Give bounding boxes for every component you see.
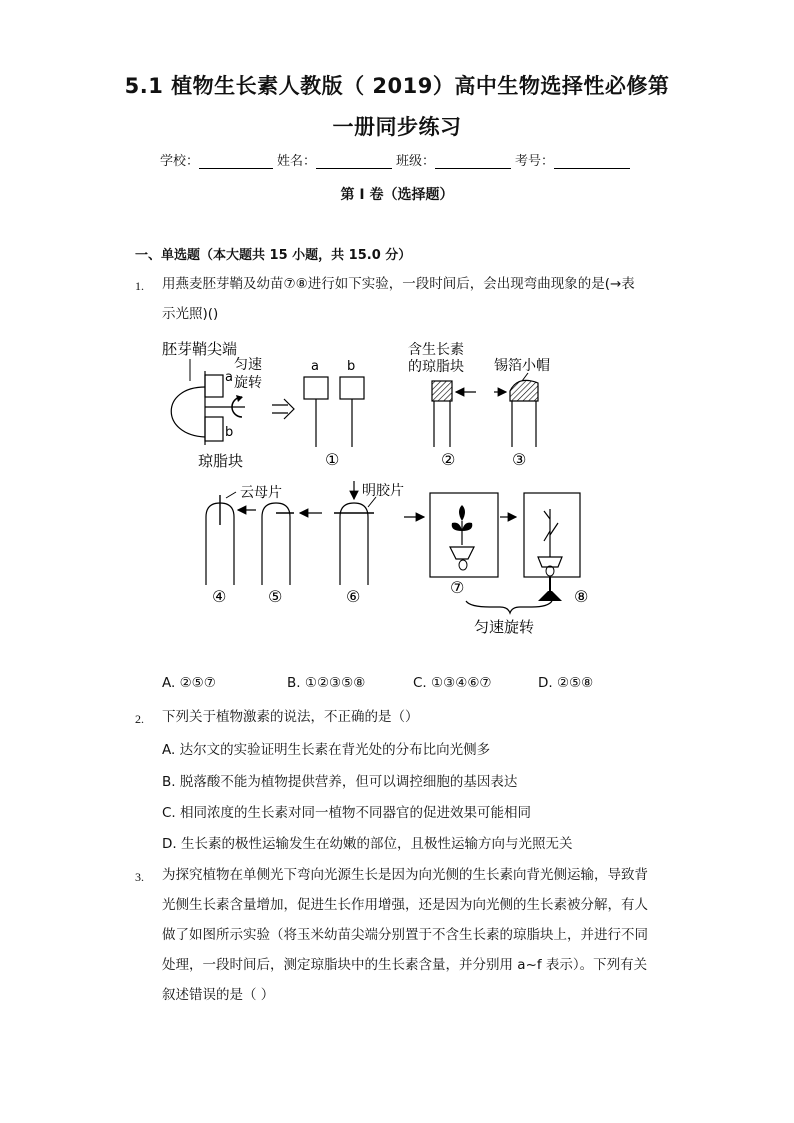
num-1: ① bbox=[325, 450, 340, 469]
school-blank[interactable] bbox=[199, 154, 273, 169]
num-7: ⑦ bbox=[450, 578, 465, 597]
q3-stem-line3: 做了如图所示实验（将玉米幼苗尖端分别置于不含生长素的琼脂块上，并进行不同 bbox=[162, 927, 648, 943]
coleoptile-tip-setup bbox=[162, 340, 262, 470]
turntable-base bbox=[538, 591, 562, 601]
document-title-line2: 一册同步练习 bbox=[332, 115, 462, 139]
q1-option-b[interactable]: B. ①②③⑤⑧ bbox=[287, 675, 366, 691]
gelatin-label: 明胶片 bbox=[362, 483, 404, 499]
q3-stem-line2: 光侧生长素含量增加，促进生长作用增强，还是因为向光侧的生长素被分解，有人 bbox=[162, 897, 648, 913]
num-2: ② bbox=[441, 450, 456, 469]
num-5: ⑤ bbox=[268, 587, 283, 606]
label-a: a bbox=[225, 370, 233, 385]
setup-2 bbox=[408, 341, 476, 469]
exam-number-label: 考号： bbox=[515, 154, 555, 169]
setup-1 bbox=[304, 359, 364, 469]
q1-option-d[interactable]: D. ②⑤⑧ bbox=[538, 675, 594, 691]
q1-stem-line1: 用燕麦胚芽鞘及幼苗⑦⑧进行如下实验，一段时间后，会出现弯曲现象的是(→表 bbox=[162, 276, 635, 292]
auxin-block-label-2: 的琼脂块 bbox=[408, 359, 464, 375]
class-label: 班级： bbox=[396, 154, 436, 169]
section-heading: 一、单选题（本大题共 15 小题，共 15.0 分） bbox=[135, 248, 412, 263]
setup-7 bbox=[430, 493, 498, 597]
setup1-label-b: b bbox=[347, 359, 356, 374]
q2-number: 2. bbox=[135, 712, 144, 726]
q1-option-a[interactable]: A. ②⑤⑦ bbox=[162, 675, 216, 691]
name-blank[interactable] bbox=[316, 154, 392, 169]
q2-stem: 下列关于植物激素的说法，不正确的是（） bbox=[162, 709, 419, 725]
mica-label: 云母片 bbox=[240, 485, 282, 501]
tip-label: 胚芽鞘尖端 bbox=[162, 340, 238, 358]
q3-number: 3. bbox=[135, 870, 144, 884]
num-6: ⑥ bbox=[346, 587, 361, 606]
rotate-bottom-label: 匀速旋转 bbox=[474, 618, 535, 636]
q2-option-c[interactable]: C. 相同浓度的生长素对同一植物不同器官的促进效果可能相同 bbox=[162, 805, 532, 821]
agar-block-label: 琼脂块 bbox=[198, 452, 244, 470]
q3-stem-line1: 为探究植物在单侧光下弯向光源生长是因为向光侧的生长素向背光侧运输，导致背 bbox=[162, 867, 648, 883]
rotate-label-1: 匀速 bbox=[234, 357, 262, 373]
auxin-agar-block bbox=[432, 381, 452, 401]
q1-figure bbox=[0, 335, 794, 665]
num-4: ④ bbox=[212, 587, 227, 606]
block-b bbox=[205, 417, 223, 441]
foil-cap-label: 锡箔小帽 bbox=[494, 358, 550, 374]
q2-option-a[interactable]: A. 达尔文的实验证明生长素在背光处的分布比向光侧多 bbox=[162, 742, 491, 758]
rotate-label-2: 旋转 bbox=[234, 375, 262, 391]
class-blank[interactable] bbox=[435, 154, 511, 169]
name-label: 姓名： bbox=[277, 154, 317, 169]
q1-stem-line2: 示光照)() bbox=[162, 306, 219, 322]
num-8: ⑧ bbox=[574, 587, 589, 606]
setup-6 bbox=[334, 481, 404, 606]
student-info-row bbox=[160, 150, 634, 169]
label-b: b bbox=[225, 425, 234, 440]
exam-number-blank[interactable] bbox=[554, 154, 630, 169]
q1-number: 1. bbox=[135, 279, 144, 293]
q2-option-b[interactable]: B. 脱落酸不能为植物提供营养，但可以调控细胞的基因表达 bbox=[162, 774, 518, 790]
transfer-arrow-icon bbox=[272, 399, 294, 419]
box-7 bbox=[430, 493, 498, 577]
q2-option-d[interactable]: D. 生长素的极性运输发生在幼嫩的部位，且极性运输方向与光照无关 bbox=[162, 836, 573, 852]
school-label: 学校： bbox=[160, 154, 200, 169]
document-title-line1: 5.1 植物生长素人教版（ 2019）高中生物选择性必修第 bbox=[124, 74, 670, 98]
auxin-block-label-1: 含生长素 bbox=[408, 342, 464, 358]
num-3: ③ bbox=[512, 450, 527, 469]
q1-option-c[interactable]: C. ①③④⑥⑦ bbox=[413, 675, 492, 691]
box-8 bbox=[524, 493, 580, 577]
pot-7 bbox=[450, 547, 474, 559]
volume-heading: 第 I 卷（选择题） bbox=[340, 187, 454, 203]
foil-cap bbox=[510, 380, 538, 401]
setup-5 bbox=[262, 503, 294, 606]
setup-8 bbox=[524, 493, 588, 606]
bracket bbox=[466, 601, 552, 613]
q3-stem-line5: 叙述错误的是（ ） bbox=[162, 987, 275, 1003]
setup-3 bbox=[494, 358, 550, 469]
q3-stem-line4: 处理，一段时间后，测定琼脂块中的生长素含量，并分别用 a~f 表示）。下列有关 bbox=[162, 957, 648, 973]
setup1-label-a: a bbox=[311, 359, 319, 374]
block-a bbox=[205, 375, 223, 397]
